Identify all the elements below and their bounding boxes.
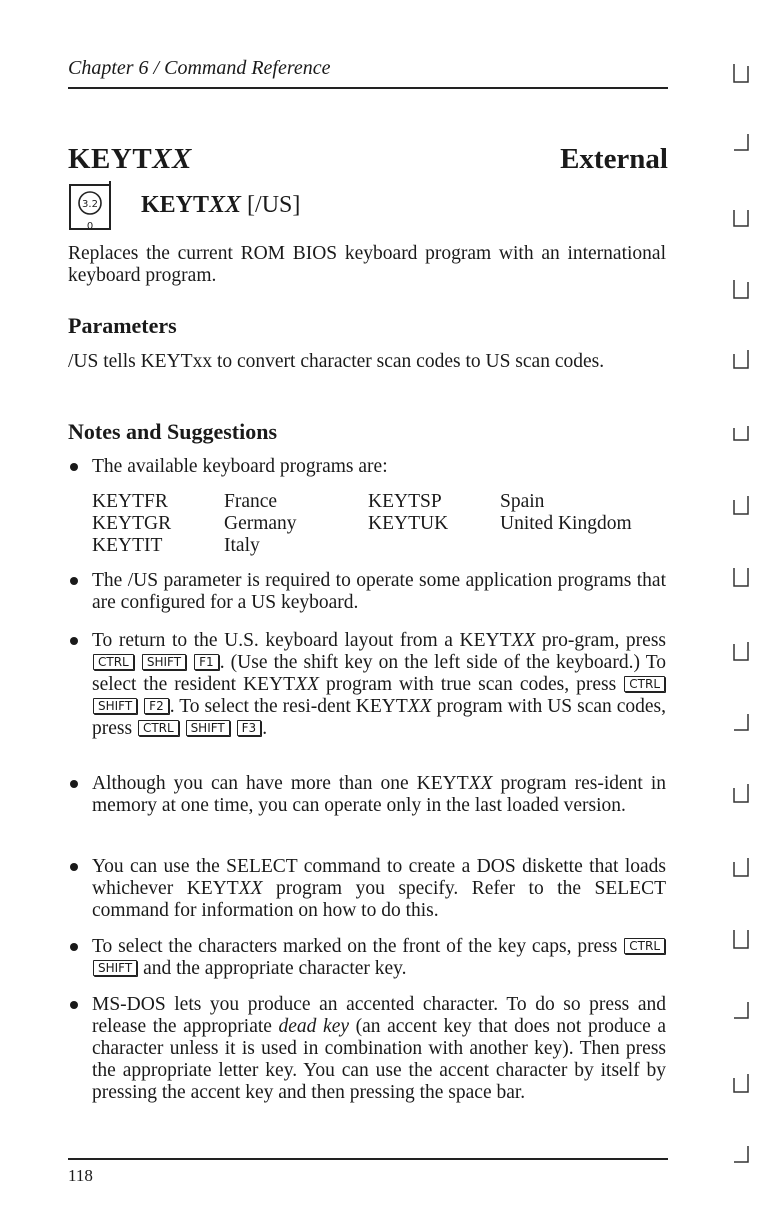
top-rule — [68, 87, 668, 89]
country-cell: Spain — [500, 491, 545, 512]
country-cell: Italy — [224, 535, 260, 556]
keyboard-programs-table — [92, 491, 632, 557]
country-cell: France — [224, 491, 278, 512]
command-title — [68, 143, 192, 176]
ctrl-key: CTRL — [624, 938, 665, 954]
ctrl-key: CTRL — [138, 720, 179, 736]
shift-key: SHIFT — [93, 960, 137, 976]
f3-key: F3 — [237, 720, 262, 736]
command-title-row — [68, 143, 668, 183]
binding-mark-icon — [731, 420, 751, 444]
syntax-prefix: KEYT — [141, 192, 210, 218]
binding-mark-icon — [731, 928, 751, 952]
page-number: 118 — [68, 1166, 93, 1185]
bullet-text: MS-DOS lets you produce an accented character. To do so press and release the appropriate dead key (an accent key that does not produce a character unless it is used in combination with another key). Then press the appropriate letter key. You can use the accent character by itself by pressing the accent key and then pressing the space bar. — [92, 994, 667, 1103]
command-name-prefix: KEYT — [68, 143, 153, 175]
syntax-args: [/US] — [241, 192, 301, 218]
bullet-text: You can use the SELECT command to create a DOS diskette that loads whichever KEYTXX program you specify. Refer to the SELECT command for information on how to do this. — [92, 856, 666, 921]
program-cell: KEYTFR — [92, 491, 168, 512]
list-item — [68, 570, 666, 614]
shift-key: SHIFT — [142, 654, 186, 670]
running-head: Chapter 6 / Command Reference — [68, 57, 331, 79]
f2-key: F2 — [144, 698, 169, 714]
bullet-text: The available keyboard programs are: — [92, 456, 388, 477]
binding-mark-icon — [731, 62, 751, 86]
country-cell: Germany — [224, 513, 297, 534]
bullet-text: To select the characters marked on the front of the key caps, press CTRL SHIFT and the appropriate character key. — [92, 936, 666, 980]
program-cell: KEYTUK — [368, 513, 449, 534]
notes-heading: Notes and Suggestions — [68, 419, 278, 444]
binding-mark-icon — [731, 278, 751, 302]
program-cell: KEYTGR — [92, 513, 172, 534]
program-cell: KEYTSP — [368, 491, 442, 512]
binding-mark-icon — [731, 1072, 751, 1096]
bullet-text: To return to the U.S. keyboard layout from a KEYTXX pro-gram, press CTRL SHIFT F1 . (Use the shift key on the left side of the keyboard.) To select the resident KEYTXX program with true scan codes, press CTRL SHIFT F2 . To select the resi-dent KEYTXX program with US scan codes, press CTRL SHIFT F3 . — [92, 630, 667, 739]
bottom-rule — [68, 1158, 668, 1160]
bullet-icon — [70, 1001, 78, 1009]
list-item — [68, 936, 666, 980]
binding-mark-icon — [731, 640, 751, 664]
table-row — [92, 535, 632, 557]
binding-mark-icon — [731, 1142, 751, 1166]
f1-key: F1 — [194, 654, 219, 670]
bullet-icon — [70, 780, 78, 788]
parameters-text: /US tells KEYTxx to convert character scan codes to US scan codes. — [68, 351, 605, 372]
list-item — [68, 630, 666, 740]
ctrl-key: CTRL — [93, 654, 134, 670]
binding-mark-icon — [731, 856, 751, 880]
country-cell — [500, 535, 632, 557]
bullet-icon — [70, 943, 78, 951]
program-cell: KEYTIT — [92, 535, 163, 556]
bullet-icon — [70, 577, 78, 585]
command-description: Replaces the current ROM BIOS keyboard program with an international keyboard program. — [68, 243, 666, 286]
command-type: External — [560, 143, 668, 175]
bullet-icon — [70, 863, 78, 871]
binding-mark-icon — [731, 566, 751, 590]
program-cell — [368, 535, 500, 557]
dos-version-icon — [69, 180, 119, 232]
command-syntax — [141, 192, 300, 219]
command-name-suffix: XX — [152, 143, 192, 175]
binding-mark-icon — [731, 998, 751, 1022]
list-item — [68, 456, 666, 478]
binding-mark-icon — [731, 710, 751, 734]
list-item — [68, 773, 666, 817]
table-row — [92, 491, 632, 513]
country-cell: United Kingdom — [500, 513, 632, 534]
list-item — [68, 856, 666, 922]
version-sub: 0 — [86, 221, 94, 232]
binding-mark-icon — [731, 348, 751, 372]
shift-key: SHIFT — [186, 720, 230, 736]
bullet-text: The /US parameter is required to operate some application programs that are configured for a US keyboard. — [92, 570, 666, 613]
binding-mark-icon — [731, 494, 751, 518]
binding-mark-icon — [731, 782, 751, 806]
version-number: 3.2 — [82, 199, 98, 210]
parameters-heading: Parameters — [68, 313, 177, 338]
bullet-icon — [70, 463, 78, 471]
syntax-suffix: XX — [209, 192, 242, 218]
binding-mark-icon — [731, 130, 751, 154]
binding-mark-icon — [731, 206, 751, 230]
bullet-text: Although you can have more than one KEYTXX program res-ident in memory at one time, you can operate only in the last loaded version. — [92, 773, 666, 816]
shift-key: SHIFT — [93, 698, 137, 714]
bullet-icon — [70, 637, 78, 645]
table-row — [92, 513, 632, 535]
ctrl-key: CTRL — [624, 676, 665, 692]
list-item — [68, 994, 666, 1104]
